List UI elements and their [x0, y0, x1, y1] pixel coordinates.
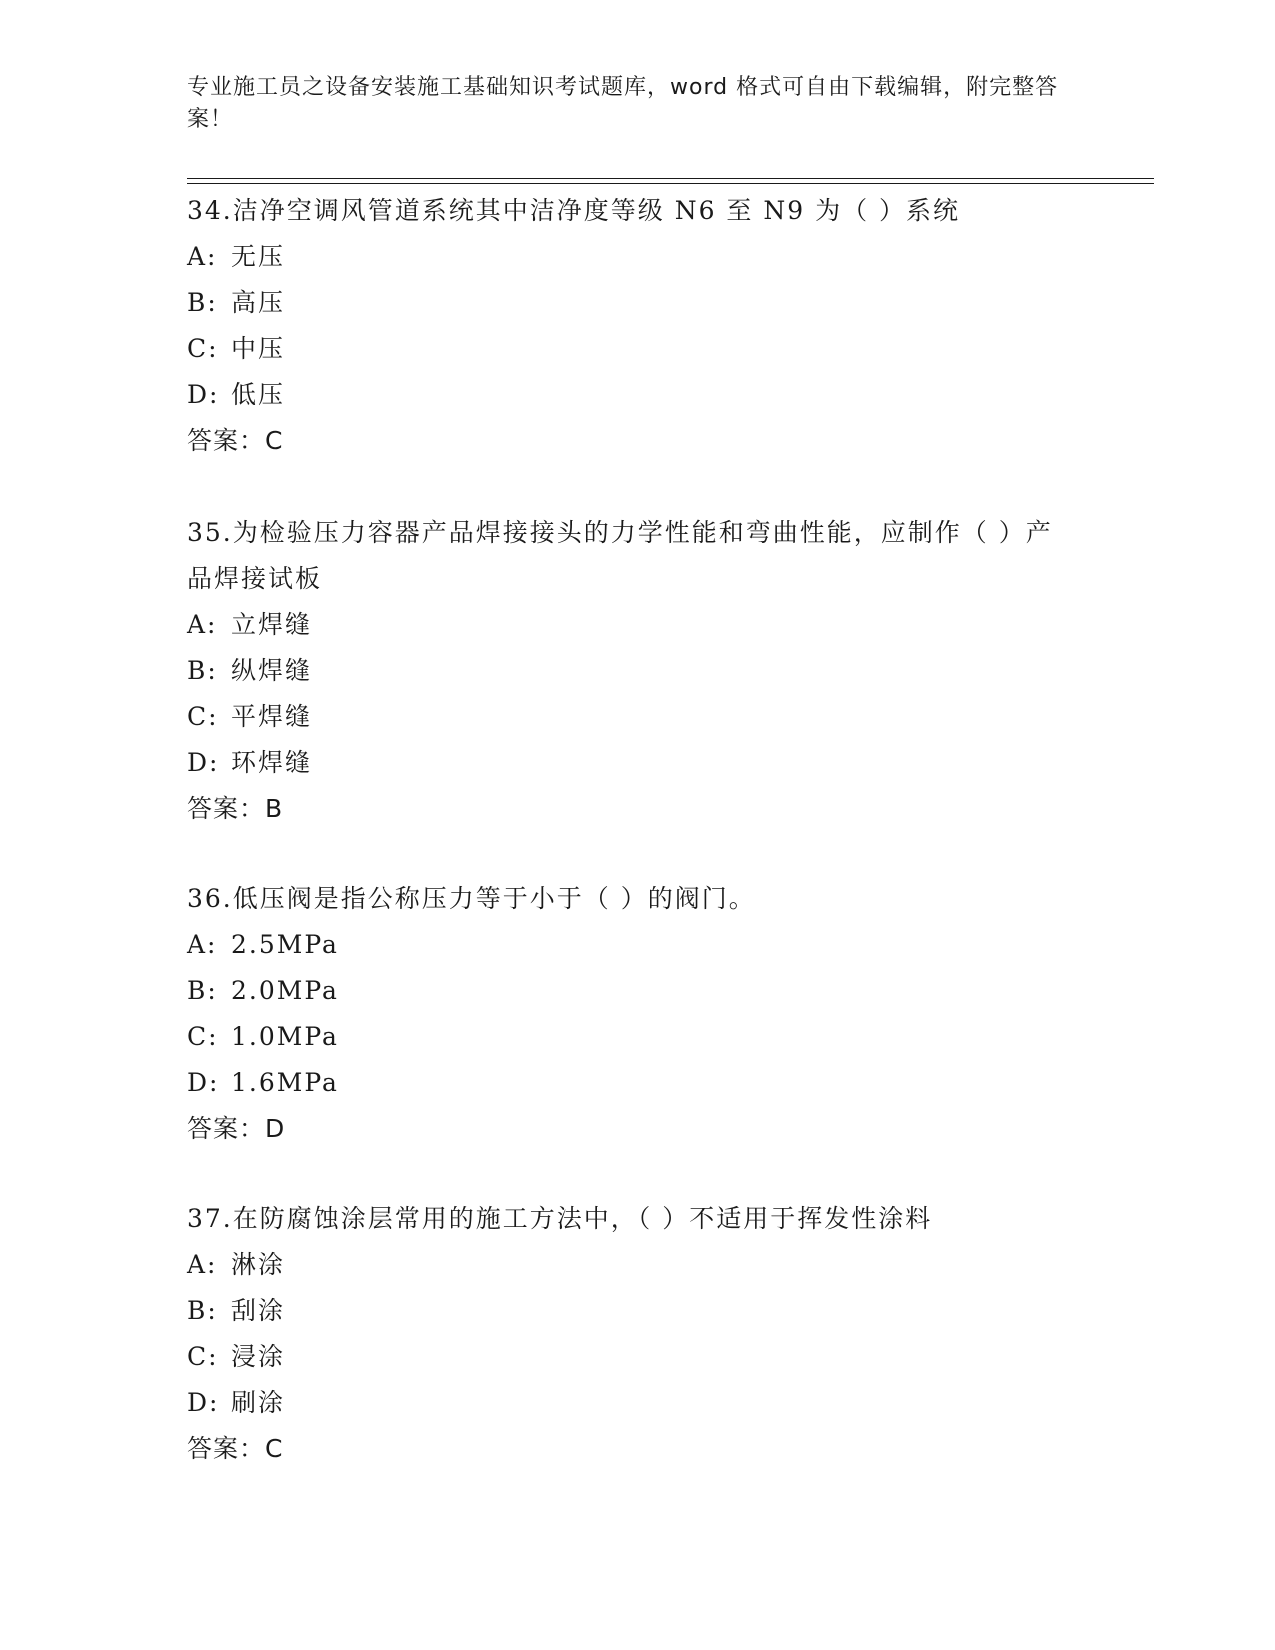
option-c [187, 1014, 1067, 1060]
option-text: 立焊缝 [231, 610, 313, 639]
option-label: B: [187, 656, 218, 685]
option-label: D: [187, 1388, 220, 1417]
option-label: B: [187, 1296, 218, 1325]
answer-line: 答案：C [187, 426, 284, 455]
option-text: 刷涂 [231, 1388, 286, 1417]
option-text: 无压 [231, 242, 286, 271]
option-label: A: [187, 930, 218, 959]
option-label: A: [187, 610, 218, 639]
option-d [187, 740, 1067, 786]
document-header: 专业施工员之设备安装施工基础知识考试题库，word 格式可自由下载编辑，附完整答案！ [187, 75, 1059, 132]
answer-line: 答案：B [187, 794, 284, 823]
option-d [187, 372, 1067, 418]
option-label: A: [187, 1250, 218, 1279]
option-label: D: [187, 1068, 220, 1097]
option-b [187, 968, 1067, 1014]
option-text: 2.5MPa [231, 930, 339, 959]
option-text: 淋涂 [231, 1250, 286, 1279]
option-c [187, 694, 1067, 740]
option-a [187, 602, 1067, 648]
option-d [187, 1380, 1067, 1426]
option-text: 浸涂 [231, 1342, 286, 1371]
option-a [187, 234, 1067, 280]
question-36 [187, 876, 1067, 1152]
option-label: A: [187, 242, 218, 271]
option-text: 环焊缝 [231, 748, 313, 777]
option-label: C: [187, 702, 219, 731]
option-label: C: [187, 334, 219, 363]
option-b [187, 648, 1067, 694]
answer-line: 答案：D [187, 1114, 286, 1143]
option-d [187, 1060, 1067, 1106]
header-rule-bottom [187, 183, 1154, 184]
option-b [187, 1288, 1067, 1334]
option-c [187, 326, 1067, 372]
option-label: C: [187, 1022, 219, 1051]
option-text: 平焊缝 [231, 702, 313, 731]
option-text: 1.6MPa [231, 1068, 339, 1097]
question-35 [187, 510, 1067, 832]
option-label: D: [187, 748, 220, 777]
option-b [187, 280, 1067, 326]
option-text: 1.0MPa [231, 1022, 339, 1051]
question-34 [187, 188, 1067, 464]
question-stem: 34.洁净空调风管道系统其中洁净度等级 N6 至 N9 为（ ）系统 [187, 196, 961, 225]
option-label: B: [187, 288, 218, 317]
answer-line: 答案：C [187, 1434, 284, 1463]
option-text: 中压 [231, 334, 286, 363]
header-rule-top [187, 178, 1154, 179]
question-37 [187, 1196, 1067, 1472]
question-stem: 37.在防腐蚀涂层常用的施工方法中，（ ）不适用于挥发性涂料 [187, 1204, 933, 1233]
option-text: 刮涂 [231, 1296, 286, 1325]
option-c [187, 1334, 1067, 1380]
question-stem: 35.为检验压力容器产品焊接接头的力学性能和弯曲性能，应制作（ ）产品焊接试板 [187, 518, 1053, 593]
question-stem: 36.低压阀是指公称压力等于小于（ ）的阀门。 [187, 884, 756, 913]
option-a [187, 1242, 1067, 1288]
option-label: B: [187, 976, 218, 1005]
option-text: 高压 [231, 288, 286, 317]
option-a [187, 922, 1067, 968]
option-text: 纵焊缝 [231, 656, 313, 685]
option-text: 2.0MPa [231, 976, 339, 1005]
option-label: C: [187, 1342, 219, 1371]
option-text: 低压 [231, 380, 286, 409]
option-label: D: [187, 380, 220, 409]
